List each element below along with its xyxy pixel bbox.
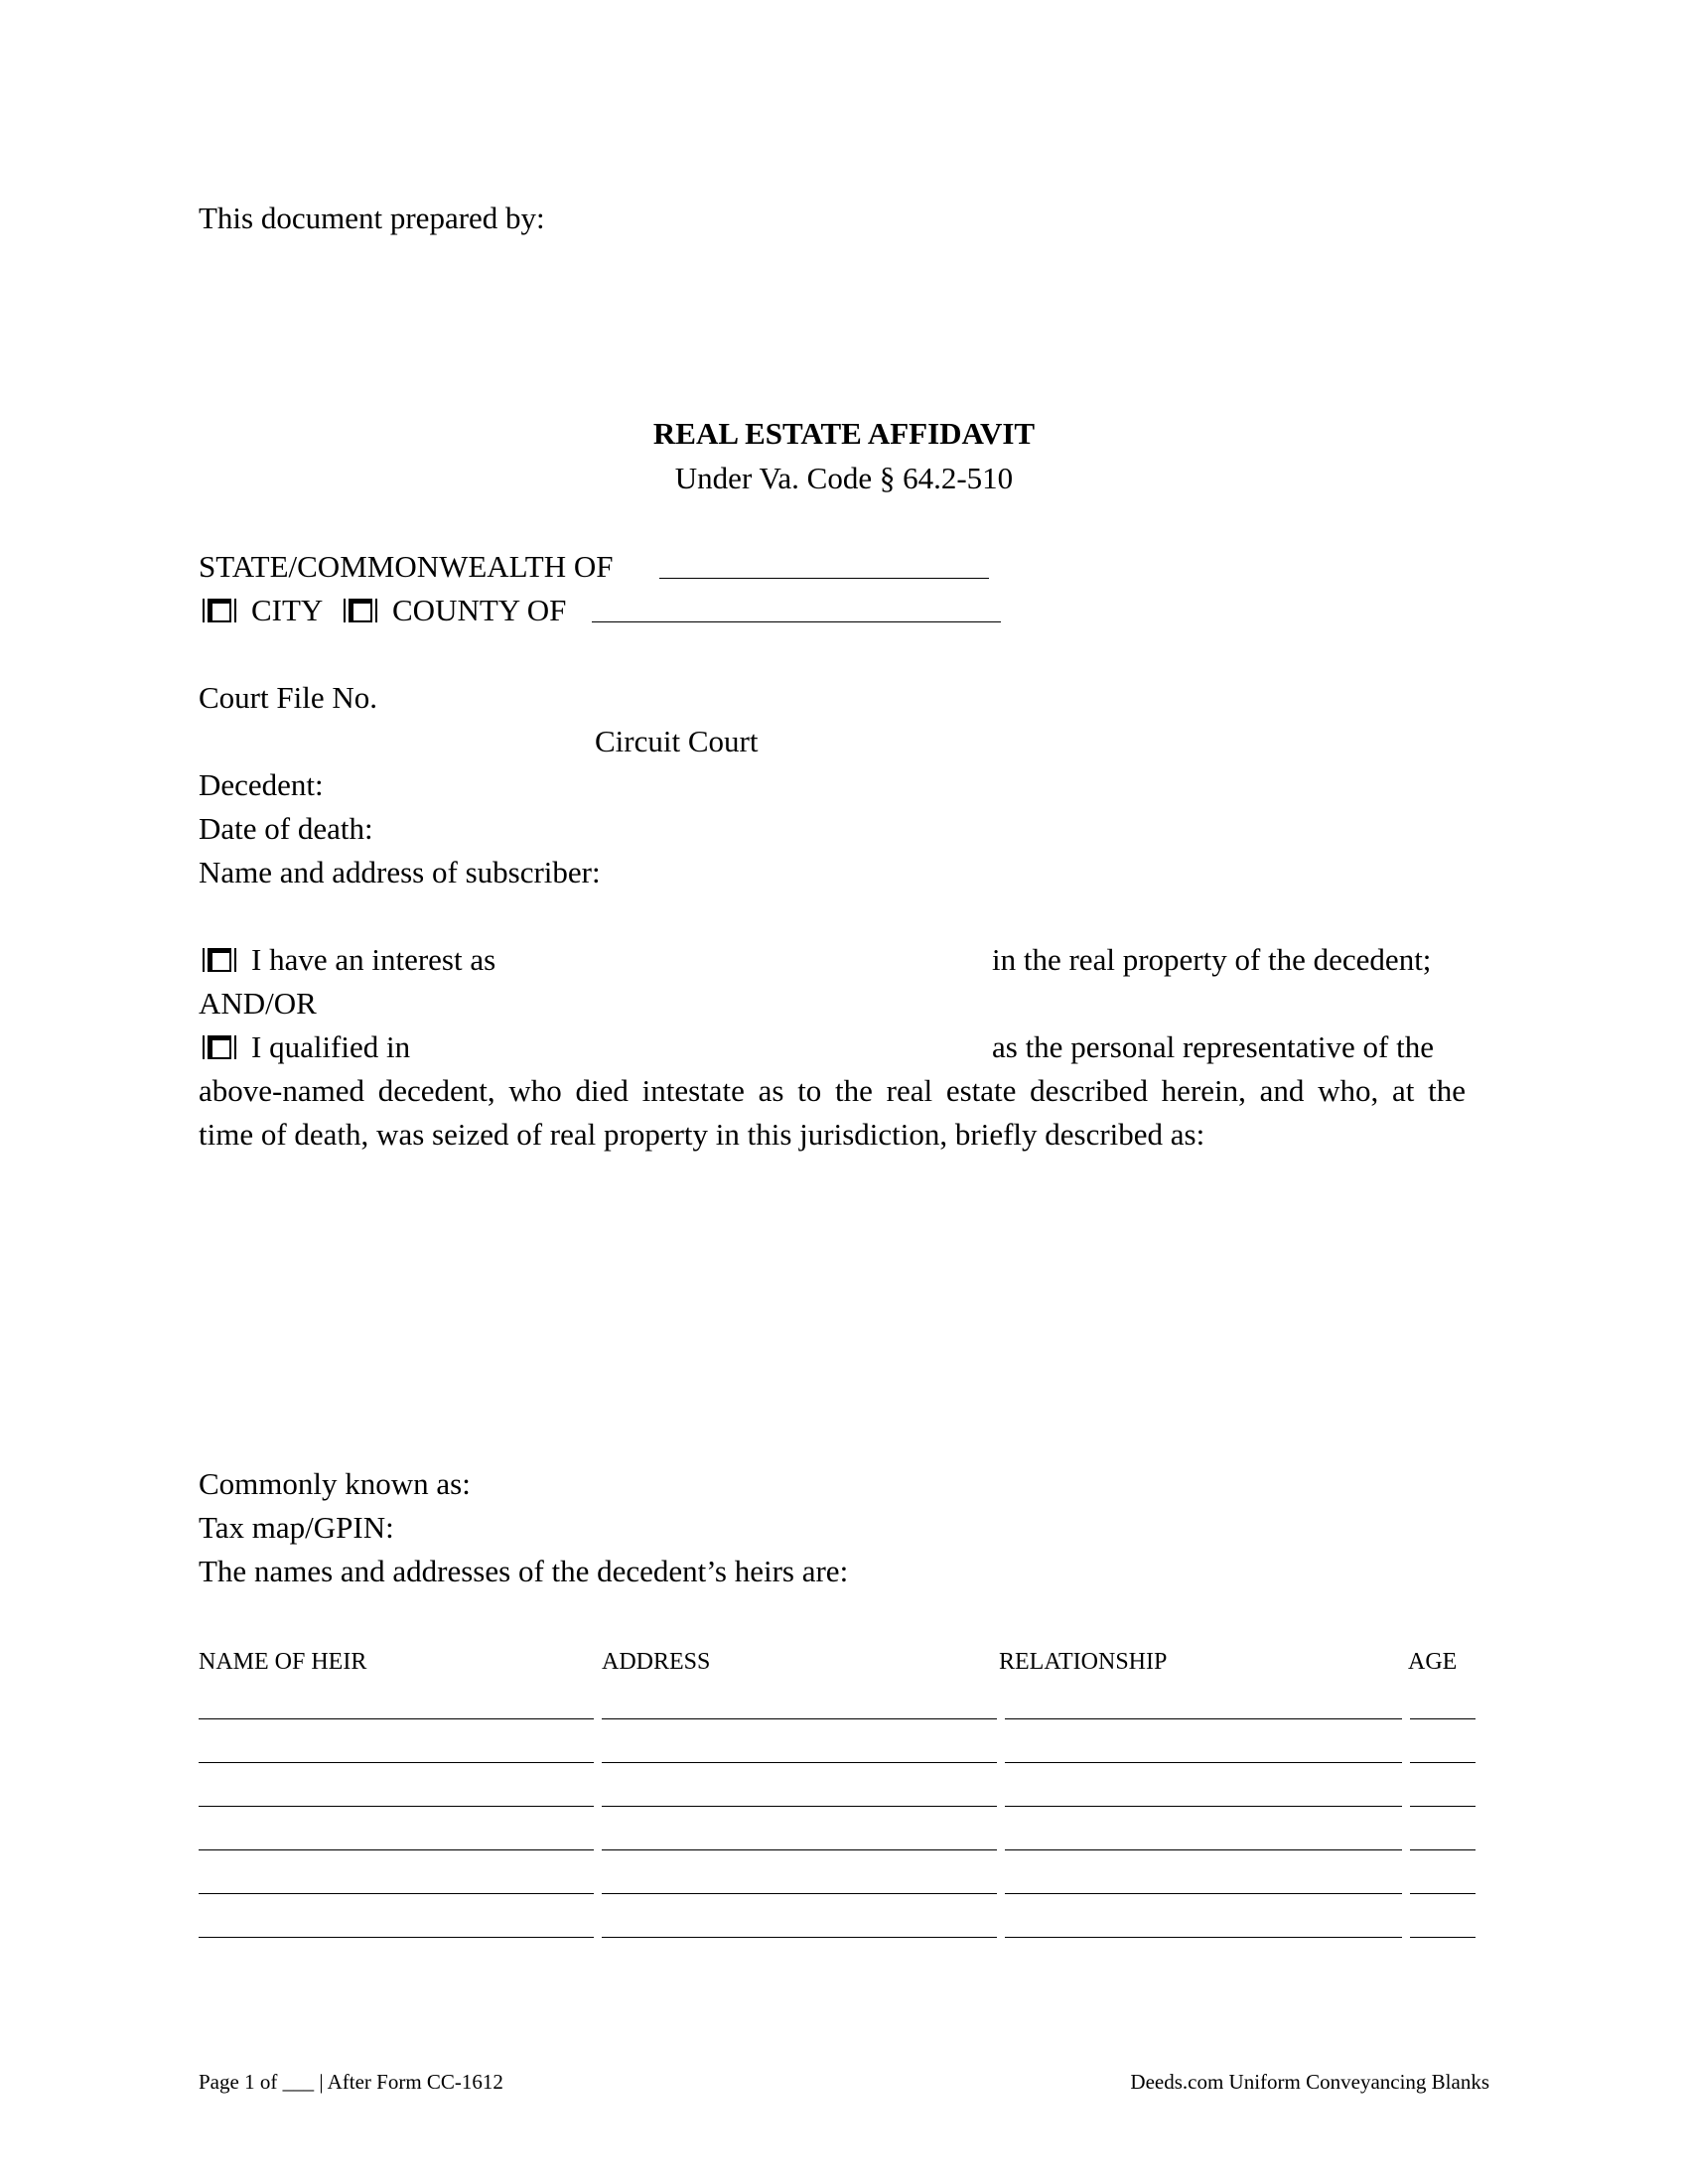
document-subtitle: Under Va. Code § 64.2-510 [674,461,1014,495]
heir-relationship-blank[interactable] [1005,1937,1402,1938]
heir-address-blank[interactable] [602,1893,997,1894]
heir-age-blank[interactable] [1410,1806,1476,1807]
heir-relationship-blank[interactable] [1005,1893,1402,1894]
heir-address-blank[interactable] [602,1937,997,1938]
tax-map-label: Tax map/GPIN: [199,1510,394,1545]
interest-continuation: in the real property of the decedent; [992,942,1432,977]
date-of-death-label: Date of death: [199,811,373,846]
heir-name-blank[interactable] [199,1718,594,1719]
heir-age-blank[interactable] [1410,1937,1476,1938]
court-file-label: Court File No. [199,680,377,715]
heir-age-blank[interactable] [1410,1718,1476,1719]
interest-label: I have an interest as [251,942,496,977]
paragraph-line-3: time of death, was seized of real property in this jurisdiction, briefly described as: [199,1117,1205,1152]
and-or-label: AND/OR [199,986,317,1021]
heirs-intro: The names and addresses of the decedent’s heirs are: [199,1554,849,1588]
circuit-court-label: Circuit Court [595,724,759,758]
qualified-label: I qualified in [251,1029,411,1064]
heir-relationship-blank[interactable] [1005,1762,1402,1763]
heir-name-blank[interactable] [199,1937,594,1938]
heir-relationship-blank[interactable] [1005,1806,1402,1807]
heir-age-blank[interactable] [1410,1762,1476,1763]
column-relationship: RELATIONSHIP [999,1649,1168,1675]
qualified-checkbox[interactable] [208,1035,231,1059]
interest-checkbox[interactable] [208,948,231,972]
heir-relationship-blank[interactable] [1005,1718,1402,1719]
column-address: ADDRESS [602,1649,711,1675]
footer-page-info: Page 1 of ___ | After Form CC-1612 [199,2070,503,2094]
city-checkbox[interactable] [208,599,231,622]
heir-name-blank[interactable] [199,1806,594,1807]
heir-relationship-blank[interactable] [1005,1849,1402,1850]
state-label: STATE/COMMONWEALTH OF [199,549,614,584]
county-blank[interactable] [592,621,1001,622]
heir-address-blank[interactable] [602,1806,997,1807]
heir-name-blank[interactable] [199,1762,594,1763]
heir-address-blank[interactable] [602,1718,997,1719]
heir-age-blank[interactable] [1410,1893,1476,1894]
city-label: CITY [251,593,324,627]
qualified-continuation: as the personal representative of the [992,1029,1435,1064]
heir-address-blank[interactable] [602,1849,997,1850]
document-title: REAL ESTATE AFFIDAVIT [652,416,1036,451]
county-label: COUNTY OF [392,593,567,627]
heir-name-blank[interactable] [199,1849,594,1850]
paragraph-line-2: above-named decedent, who died intestate as to the real estate described herein, and who, at the [199,1073,1466,1108]
subscriber-label: Name and address of subscriber: [199,855,601,889]
county-checkbox[interactable] [349,599,372,622]
state-blank[interactable] [659,578,989,579]
column-age: AGE [1408,1649,1458,1675]
heir-address-blank[interactable] [602,1762,997,1763]
decedent-label: Decedent: [199,767,324,802]
footer-brand: Deeds.com Uniform Conveyancing Blanks [1130,2070,1489,2094]
column-name-of-heir: NAME OF HEIR [199,1649,367,1675]
commonly-known-label: Commonly known as: [199,1466,471,1501]
heir-age-blank[interactable] [1410,1849,1476,1850]
prepared-by-label: This document prepared by: [199,201,545,235]
heir-name-blank[interactable] [199,1893,594,1894]
